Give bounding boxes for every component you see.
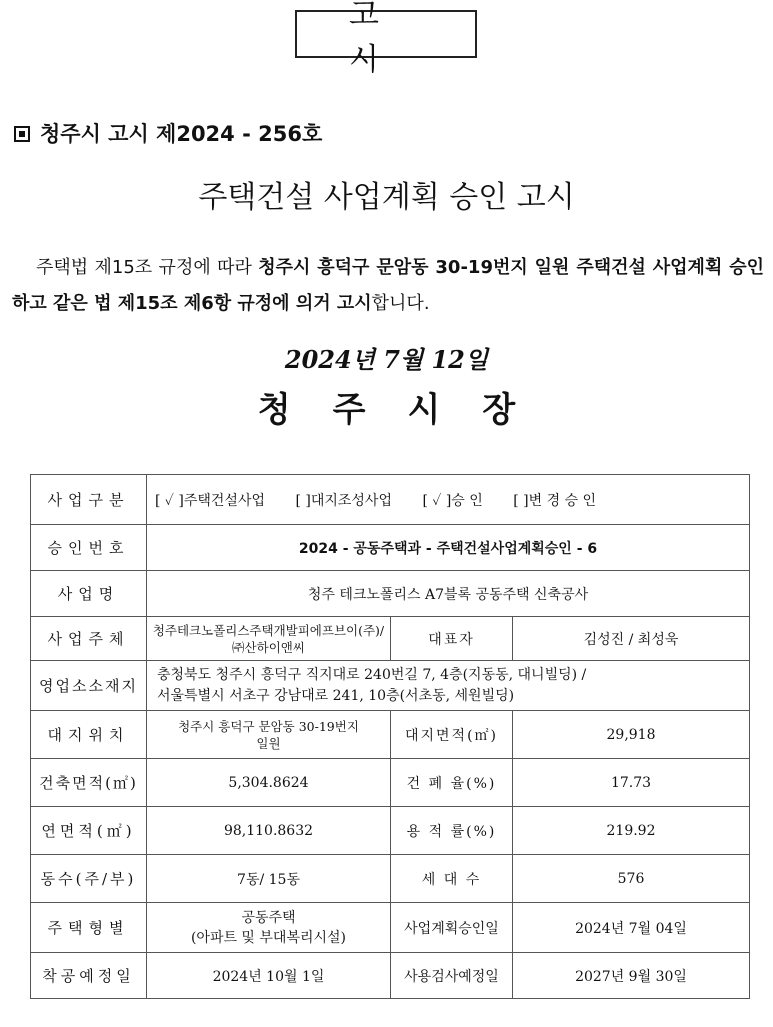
- business-entity-line2: ㈜산하이앤씨: [232, 639, 305, 655]
- inspection-date: 2027년 9월 30일: [513, 953, 750, 999]
- site-location: [147, 711, 391, 759]
- business-entity-line1: 청주테크노폴리스주택개발피에프브이(주)/: [152, 622, 385, 638]
- table-row: [31, 475, 750, 525]
- row-label: 건축면적(㎡): [31, 759, 147, 807]
- row-label: 건 폐 율(%): [391, 759, 513, 807]
- housing-type: [147, 903, 391, 953]
- representative: 김성진 / 최성욱: [513, 617, 750, 661]
- row-label: 사업명: [31, 571, 147, 617]
- row-label: 사업계획승인일: [391, 903, 513, 953]
- housing-type-line2: (아파트 및 부대복리시설): [190, 929, 347, 946]
- business-type-cell: [147, 475, 750, 525]
- checkbox-housing: [ ✓ ]주택건설사업: [155, 492, 265, 509]
- notice-label: 고 시: [295, 10, 477, 58]
- construction-start-date: 2024년 10월 1일: [147, 953, 391, 999]
- notice-date: 2024년 7월 12일: [284, 345, 489, 374]
- row-label: 대표자: [391, 617, 513, 661]
- body-text-c: 합니다.: [371, 293, 430, 314]
- row-label: 영업소소재지: [31, 661, 147, 711]
- row-label: 사용검사예정일: [391, 953, 513, 999]
- table-row: [31, 617, 750, 661]
- housing-type-line1: 공동주택: [241, 909, 296, 926]
- square-bullet-icon: [14, 126, 30, 142]
- row-label: 동수(주/부): [31, 855, 147, 903]
- row-label: 사업주체: [31, 617, 147, 661]
- table-row: [31, 903, 750, 953]
- approval-number: 2024 - 공동주택과 - 주택건설사업계획승인 - 6: [147, 525, 750, 571]
- table-row: [31, 953, 750, 999]
- row-label: 사업구분: [31, 475, 147, 525]
- table-row: [31, 525, 750, 571]
- table-row: [31, 855, 750, 903]
- row-label: 대지면적(㎡): [391, 711, 513, 759]
- row-label: 승인번호: [31, 525, 147, 571]
- table-row: [31, 807, 750, 855]
- building-count: 7동/ 15동: [147, 855, 391, 903]
- site-area: 29,918: [513, 711, 750, 759]
- row-label: 세 대 수: [391, 855, 513, 903]
- plan-approval-date: 2024년 7월 04일: [513, 903, 750, 953]
- table-row: [31, 711, 750, 759]
- checkbox-approval: [ ✓ ]승 인: [422, 492, 483, 509]
- row-label: 착공예정일: [31, 953, 147, 999]
- body-paragraph: [12, 250, 764, 322]
- issuer-name: 청주시장: [257, 390, 558, 430]
- checkbox-land: [ ]대지조성사업: [295, 492, 392, 509]
- household-count: 576: [513, 855, 750, 903]
- total-floor-area: 98,110.8632: [147, 807, 391, 855]
- office-address-line1: 충청북도 청주시 흥덕구 직지대로 240번길 7, 4층(지동동, 대니빌딩) /: [157, 666, 587, 683]
- checkbox-change-approval: [ ]변 경 승 인: [513, 492, 597, 509]
- project-name: 청주 테크노폴리스 A7블록 공동주택 신축공사: [147, 571, 750, 617]
- row-label: 연면적(㎡): [31, 807, 147, 855]
- floor-area-ratio: 219.92: [513, 807, 750, 855]
- document-title: 주택건설 사업계획 승인 고시: [198, 180, 575, 215]
- body-text-a: 주택법 제15조 규정에 따라: [36, 257, 259, 278]
- notice-number-line: [14, 118, 322, 148]
- business-entity: [147, 617, 391, 661]
- body-text-bold: 청주시 흥덕구 문암동 30-19번지 일원 주택건설 사업계획 승인하고 같은 법 제15조 제6항 규정에 의거 고시: [12, 257, 765, 314]
- table-row: [31, 571, 750, 617]
- notice-number: 청주시 고시 제2024 - 256호: [40, 122, 323, 146]
- building-coverage: 17.73: [513, 759, 750, 807]
- row-label: 대지위치: [31, 711, 147, 759]
- office-address-line2: 서울특별시 서초구 강남대로 241, 10층(서초동, 세원빌딩): [157, 687, 515, 704]
- project-info-table: [30, 474, 750, 999]
- site-location-line2: 일원: [256, 735, 281, 751]
- site-location-line1: 청주시 흥덕구 문암동 30-19번지: [178, 718, 359, 734]
- table-row: [31, 661, 750, 711]
- row-label: 용 적 률(%): [391, 807, 513, 855]
- office-address: [147, 661, 750, 711]
- building-area: 5,304.8624: [147, 759, 391, 807]
- table-row: [31, 759, 750, 807]
- row-label: 주택형별: [31, 903, 147, 953]
